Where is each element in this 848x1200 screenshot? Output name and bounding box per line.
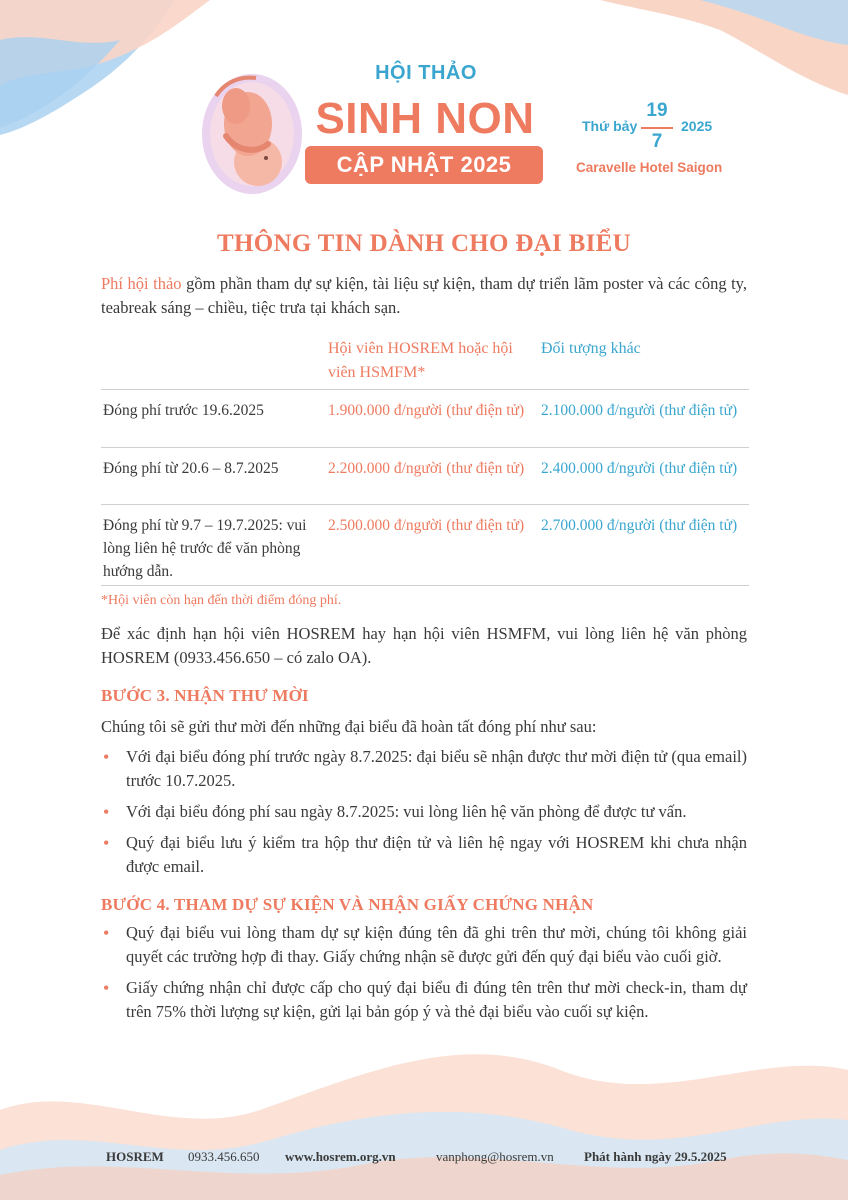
bullet-icon: • <box>103 978 110 998</box>
list-item-text: Giấy chứng nhận chỉ được cấp cho quý đại biểu đi đúng tên trên thư mời check-in, tham dự trên 75% thời lượng sự kiện, gửi lại bản góp ý và thẻ đại biểu vào cuối sự kiện. <box>126 978 747 1021</box>
list-item-text: Với đại biểu đóng phí sau ngày 8.7.2025: vui lòng liên hệ văn phòng để được tư vấn. <box>126 802 687 821</box>
header-member: Hội viên HOSREM hoặc hội viên HSMFM* <box>328 340 513 381</box>
membership-note: *Hội viên còn hạn đến thời điểm đóng phí. <box>101 593 342 608</box>
footer-phone: 0933.456.650 <box>188 1149 260 1164</box>
event-title: SINH NON <box>315 94 535 143</box>
bullet-icon: • <box>103 802 110 822</box>
list-item <box>101 745 747 793</box>
fee-table-header <box>101 333 749 390</box>
header-other: Đối tượng khác <box>541 340 641 357</box>
bullet-icon: • <box>103 747 110 767</box>
row-other-fee: 2.100.000 đ/người (thư điện tử) <box>541 402 738 419</box>
date-day-of-week: Thứ bảy <box>582 118 638 134</box>
venue: Caravelle Hotel Saigon <box>576 160 723 175</box>
event-subtitle-badge: CẬP NHẬT 2025 <box>305 146 543 184</box>
row-period: Đóng phí từ 20.6 – 8.7.2025 <box>103 460 279 477</box>
table-row <box>101 505 749 586</box>
row-other-fee: 2.700.000 đ/người (thư điện tử) <box>541 517 738 534</box>
table-row <box>101 390 749 448</box>
date-year: 2025 <box>681 118 713 134</box>
date-day: 19 <box>646 100 668 121</box>
footer-issue-date: Phát hành ngày 29.5.2025 <box>584 1149 727 1164</box>
intro-paragraph <box>101 272 747 320</box>
row-period: Đóng phí từ 9.7 – 19.7.2025: vui lòng liên hệ trước để văn phòng hướng dẫn. <box>103 517 307 580</box>
step3-intro: Chúng tôi sẽ gửi thư mời đến những đại biểu đã hoàn tất đóng phí như sau: <box>101 717 597 736</box>
page-title: THÔNG TIN DÀNH CHO ĐẠI BIỂU <box>217 230 631 257</box>
list-item <box>101 976 747 1024</box>
list-item-text: Quý đại biểu lưu ý kiểm tra hộp thư điện tử và liên hệ ngay với HOSREM khi chưa nhận được email. <box>126 833 747 876</box>
row-member-fee: 1.900.000 đ/người (thư điện tử) <box>328 402 525 419</box>
list-item-text: Quý đại biểu vui lòng tham dự sự kiện đúng tên đã ghi trên thư mời, chúng tôi không giải quyết các trường hợp đi thay. Giấy chứng nhận sẽ được gửi đến quý đại biểu vào cuối giờ. <box>126 923 747 966</box>
step4-heading: BƯỚC 4. THAM DỰ SỰ KIỆN VÀ NHẬN GIẤY CHỨNG NHẬN <box>101 895 594 914</box>
footer-email-link[interactable]: vanphong@hosrem.vn <box>436 1149 554 1164</box>
intro-highlight: Phí hội thảo <box>101 274 182 293</box>
list-item-text: Với đại biểu đóng phí trước ngày 8.7.2025: đại biểu sẽ nhận được thư mời điện tử (qua email) trước 10.7.2025. <box>126 747 747 790</box>
footer <box>0 1149 848 1169</box>
intro-text: gồm phần tham dự sự kiện, tài liệu sự kiện, tham dự triển lãm poster và các công ty, teabreak sáng – chiều, tiệc trưa tại khách sạn. <box>101 274 747 317</box>
step4-list <box>101 921 747 1031</box>
fetus-illustration <box>196 66 308 196</box>
table-row <box>101 448 749 505</box>
date-divider <box>641 127 673 129</box>
membership-paragraph: Để xác định hạn hội viên HOSREM hay hạn hội viên HSMFM, vui lòng liên hệ văn phòng HOSREM (0933.456.650 – có zalo OA). <box>101 624 747 667</box>
step3-heading: BƯỚC 3. NHẬN THƯ MỜI <box>101 686 309 705</box>
row-other-fee: 2.400.000 đ/người (thư điện tử) <box>541 460 738 477</box>
row-period: Đóng phí trước 19.6.2025 <box>103 402 264 419</box>
bullet-icon: • <box>103 923 110 943</box>
step3-list <box>101 745 747 886</box>
footer-org: HOSREM <box>106 1149 164 1164</box>
date-month: 7 <box>651 131 663 152</box>
row-member-fee: 2.500.000 đ/người (thư điện tử) <box>328 517 525 534</box>
list-item <box>101 800 747 824</box>
fee-table <box>101 333 749 586</box>
footer-website-link[interactable]: www.hosrem.org.vn <box>285 1149 396 1164</box>
bullet-icon: • <box>103 833 110 853</box>
event-label: HỘI THẢO <box>375 62 477 84</box>
row-member-fee: 2.200.000 đ/người (thư điện tử) <box>328 460 525 477</box>
list-item <box>101 921 747 969</box>
list-item <box>101 831 747 879</box>
